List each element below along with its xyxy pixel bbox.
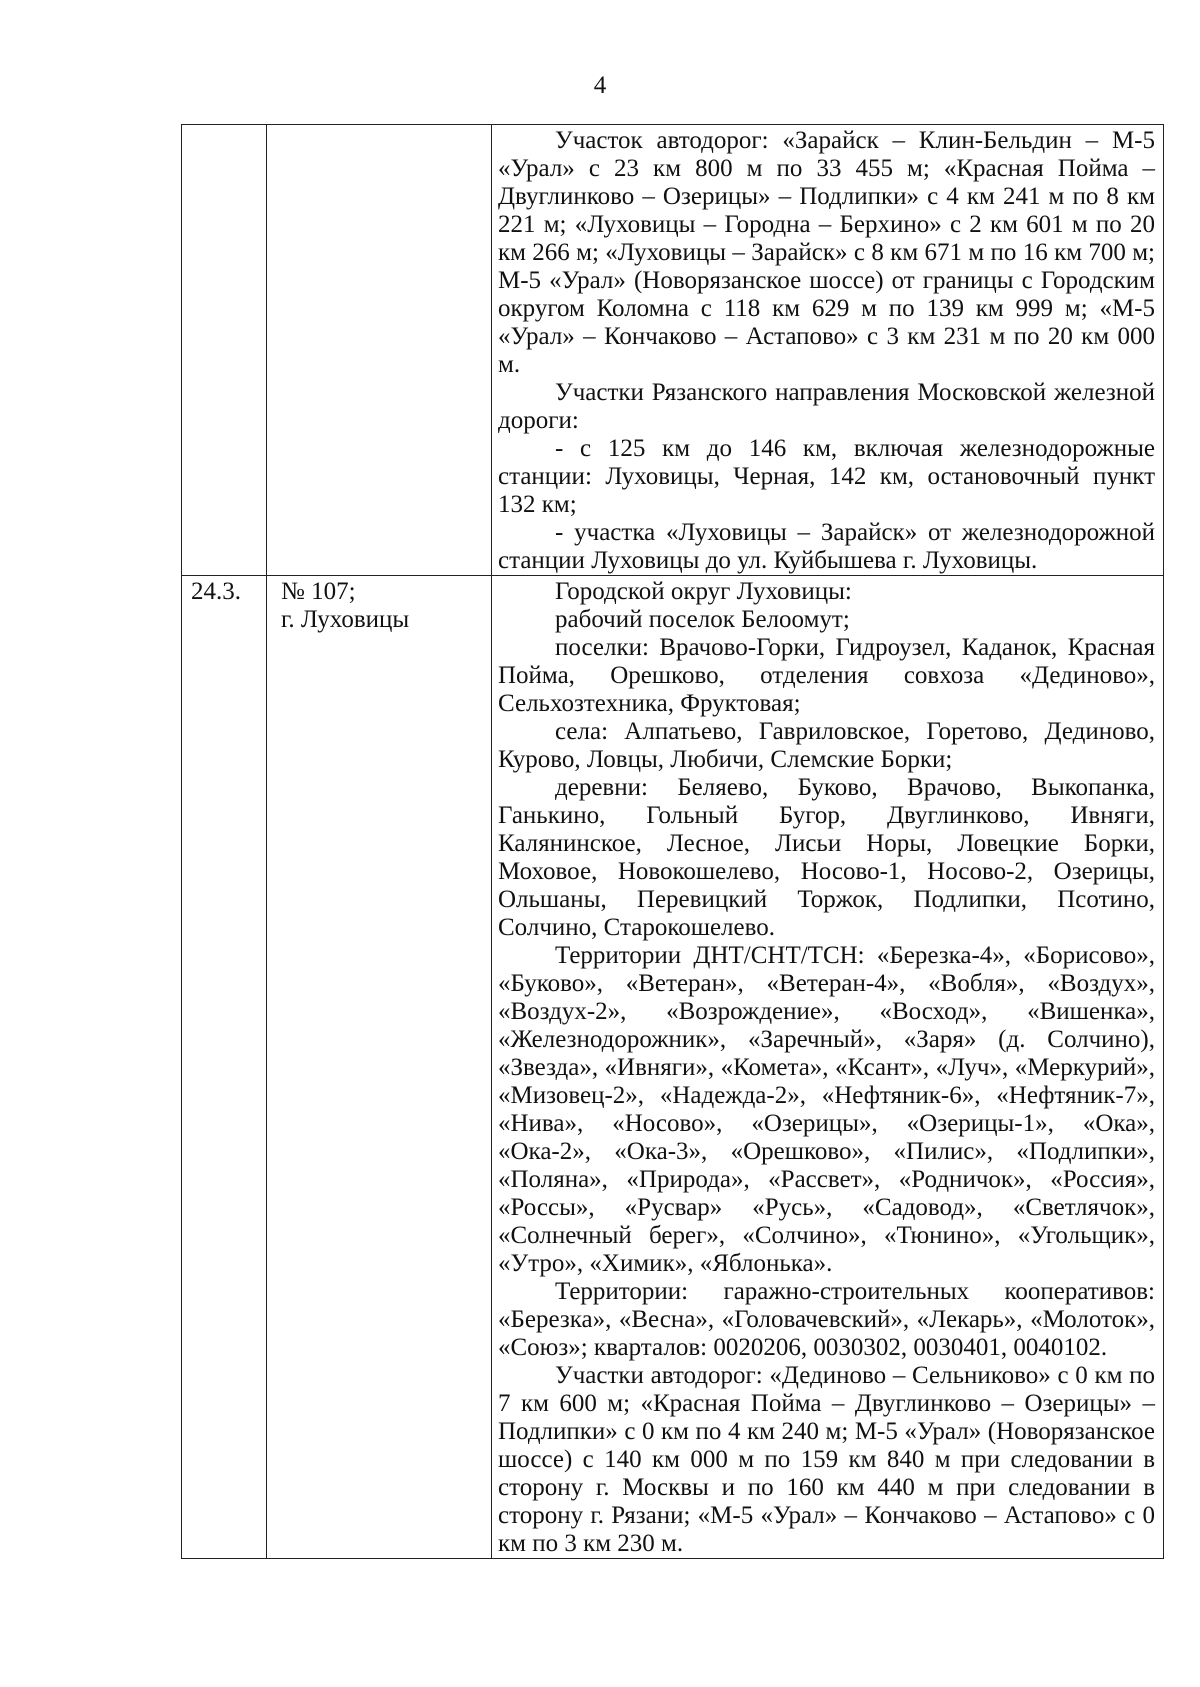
number-cell (182, 576, 267, 1559)
territory-cell (492, 576, 1164, 1559)
paragraph: деревни: Беляево, Буково, Врачово, Выкопанка, Ганькино, Гольный Бугор, Двуглинково, Ивняги, Калянинское, Лесное, Лисьи Норы, Ловецкие Борки, Моховое, Новокошелево, Носово-1, Носово-2, Озерицы, Ольшаны, Перевицкий Торжок, Подлипки, Псотино, Солчино, Старокошелево. (498, 774, 1155, 941)
district-cell (267, 576, 492, 1559)
district-number: № 107; (281, 578, 356, 605)
district-cell (267, 125, 492, 576)
paragraph: Территории: гаражно-строительных кооперативов: «Березка», «Весна», «Головачевский», «Лекарь», «Молоток», «Союз»; кварталов: 0020206, 0030302, 0030401, 0040102. (498, 1278, 1155, 1361)
districts-table (181, 124, 1164, 1559)
paragraph: поселки: Врачово-Горки, Гидроузел, Каданок, Красная Пойма, Орешково, отделения совхоза «Дединово», Сельхозтехника, Фруктовая; (498, 634, 1155, 717)
paragraph: - участка «Луховицы – Зарайск» от железнодорожной станции Луховицы до ул. Куйбышева г. Луховицы. (498, 519, 1155, 574)
territory-cell (492, 125, 1164, 576)
table-row (182, 576, 1164, 1559)
paragraph: рабочий поселок Белоомут; (555, 606, 850, 633)
paragraph: села: Алпатьево, Гавриловское, Горетово, Дединово, Курово, Ловцы, Любичи, Слемские Борки; (498, 718, 1155, 773)
district-city: г. Луховицы (281, 606, 410, 633)
paragraph: Городской округ Луховицы: (555, 578, 852, 605)
table-row (182, 125, 1164, 576)
paragraph: Территории ДНТ/СНТ/ТСН: «Березка-4», «Борисово», «Буково», «Ветеран», «Ветеран-4», «Вобля», «Воздух», «Воздух-2», «Возрождение», «Восход», «Вишенка», «Железнодорожник», «Заречный», «Заря» (д. Солчино), «Звезда», «Ивняги», «Комета», «Ксант», «Луч», «Меркурий», «Мизовец-2», «Надежда-2», «Нефтяник-6», «Нефтяник-7», «Нива», «Носово», «Озерицы», «Озерицы-1», «Ока», «Ока-2», «Ока-3», «Орешково», «Пилис», «Подлипки», «Поляна», «Природа», «Рассвет», «Родничок», «Россия», «Россы», «Русвар» «Русь», «Садовод», «Светлячок», «Солнечный берег», «Солчино», «Тюнино», «Угольщик», «Утро», «Химик», «Яблонька». (498, 942, 1155, 1277)
paragraph: Участок автодорог: «Зарайск – Клин-Бельдин – М-5 «Урал» с 23 км 800 м по 33 455 м; «Красная Пойма – Двуглинково – Озерицы» – Подлипки» с 4 км 241 м по 8 км 221 м; «Луховицы – Городна – Берхино» с 2 км 601 м по 20 км 266 м; «Луховицы – Зарайск» с 8 км 671 м по 16 км 700 м; М-5 «Урал» (Новорязанское шоссе) от границы с Городским округом Коломна с 118 км 629 м по 139 км 999 м; «М-5 «Урал» – Кончаково – Астапово» с 3 км 231 м по 20 км 000 м. (498, 127, 1155, 378)
paragraph: - с 125 км до 146 км, включая железнодорожные станции: Луховицы, Черная, 142 км, остановочный пункт 132 км; (498, 435, 1155, 518)
page-number: 4 (593, 72, 607, 99)
number-cell (182, 125, 267, 576)
row-number: 24.3. (191, 578, 241, 605)
paragraph: Участки Рязанского направления Московской железной дороги: (498, 379, 1155, 434)
paragraph: Участки автодорог: «Дединово – Сельниково» с 0 км по 7 км 600 м; «Красная Пойма – Двуглинково – Озерицы» – Подлипки» с 0 км по 4 км 240 м; М-5 «Урал» (Новорязанское шоссе) с 140 км 000 м по 159 км 840 м при следовании в сторону г. Москвы и по 160 км 440 м при следовании в сторону г. Рязани; «М-5 «Урал» – Кончаково – Астапово» с 0 км по 3 км 230 м. (498, 1362, 1155, 1557)
